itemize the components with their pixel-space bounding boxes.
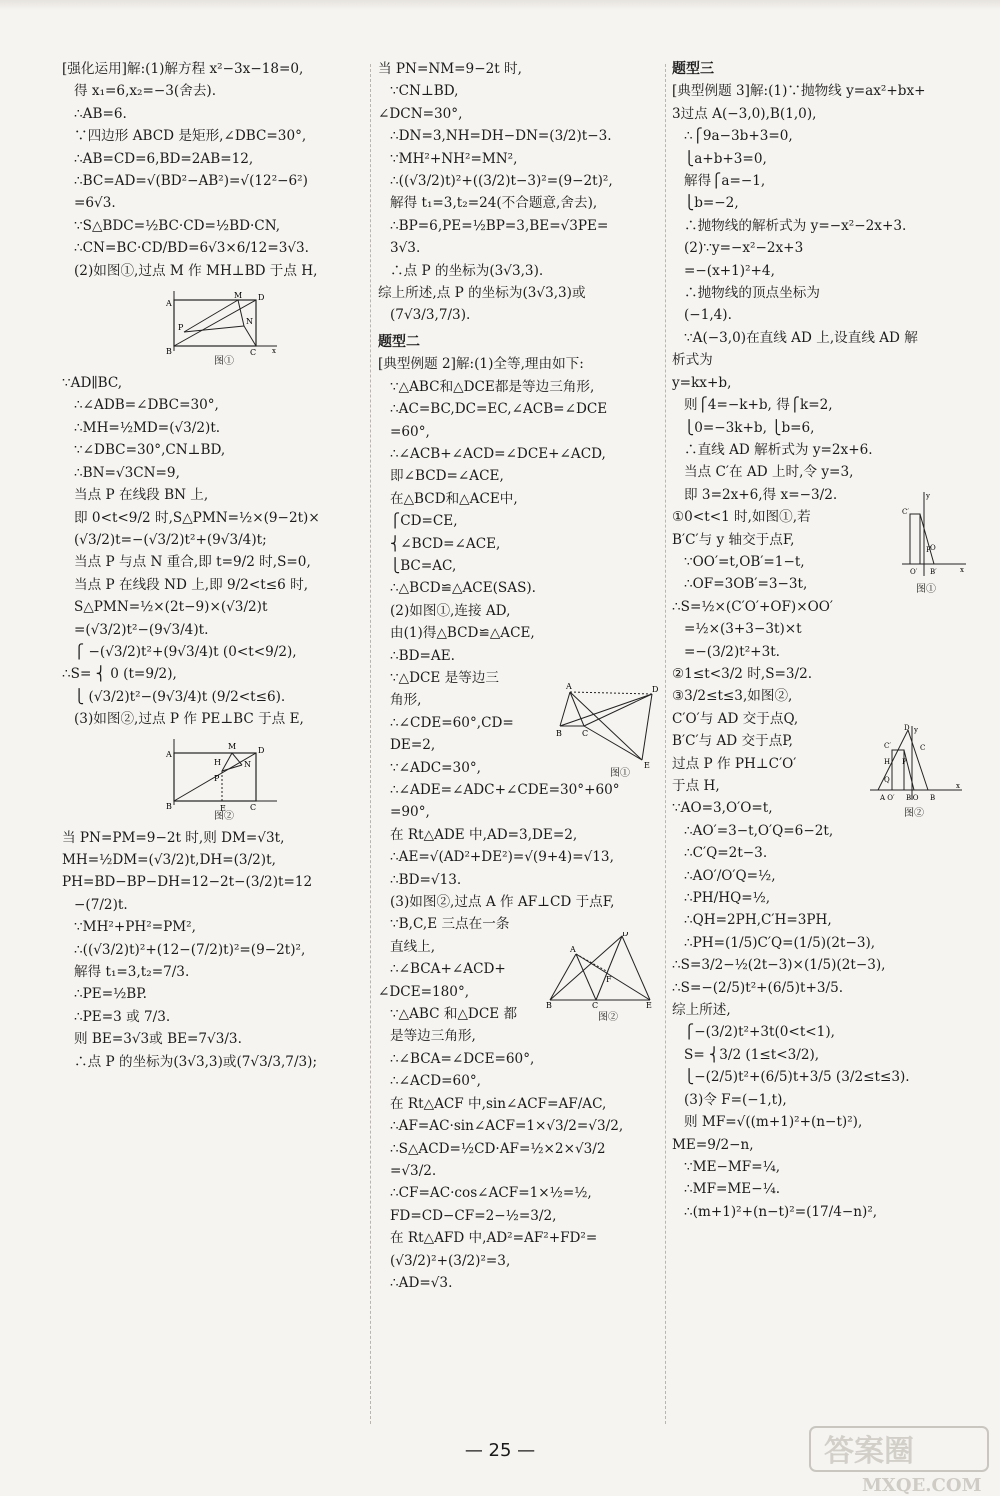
svg-text:Q: Q xyxy=(884,776,890,784)
text-line: ∴∠ACB+∠ACD=∠DCE+∠ACD, xyxy=(390,445,606,462)
text-line: FD=CD−CF=2−½=3/2, xyxy=(390,1207,557,1224)
text-line: ∵AD∥BC, xyxy=(62,375,123,392)
text-line: ②1≤t<3/2 时,S=3/2. xyxy=(672,665,813,682)
text-line: ∴AO′=3−t,O′Q=6−2t, xyxy=(684,822,834,839)
column-divider-2 xyxy=(665,64,666,1424)
svg-text:O: O xyxy=(930,544,936,552)
text-line: ∴△BCD≌△ACE(SAS). xyxy=(390,580,537,597)
text-line: 过点 P 作 PH⊥C′O′ xyxy=(672,755,797,772)
svg-text:A: A xyxy=(166,749,172,759)
text-line: y=kx+b, xyxy=(672,374,732,391)
text-line: 综上所述, xyxy=(672,1002,731,1019)
figure-parabola-2 xyxy=(868,722,964,820)
text-line: ∴抛物线的解析式为 y=−x²−2x+3. xyxy=(684,217,907,234)
text-line: ∴DN=3,NH=DH−DN=(3/2)t−3. xyxy=(390,128,612,145)
text-line: 综上所述,点 P 的坐标为(3√3,3)或 xyxy=(378,285,586,302)
text-line: ∴点 P 的坐标为(3√3,3). xyxy=(390,262,544,279)
col2-block-a xyxy=(378,58,662,327)
text-line: B′C′与 y 轴交于点F, xyxy=(672,531,795,548)
text-line: ∴∠BCA=∠DCE=60°, xyxy=(390,1050,535,1067)
text-line: 直线上, xyxy=(390,938,436,955)
text-line: 角形, xyxy=(390,692,422,709)
svg-text:E: E xyxy=(646,1001,652,1008)
svg-text:D: D xyxy=(652,685,659,694)
text-line: ∴BP=6,PE=½BP=3,BE=√3PE= xyxy=(390,217,609,234)
text-line: 3√3. xyxy=(390,240,421,257)
text-line: ∴∠ACD=60°, xyxy=(390,1073,481,1090)
text-line: ∴C′Q=2t−3. xyxy=(684,845,768,862)
text-line: 于点 H, xyxy=(672,778,720,794)
svg-text:x: x xyxy=(960,566,964,574)
text-line: [典型例题 2]解:(1)全等,理由如下: xyxy=(378,356,584,373)
text-line: ∴AD=√3. xyxy=(390,1274,453,1291)
svg-text:x: x xyxy=(956,782,960,790)
svg-text:C: C xyxy=(920,744,926,752)
text-line: ∵MH²+NH²=MN², xyxy=(390,150,518,167)
svg-text:B: B xyxy=(556,729,562,738)
text-line: ∴CN=BC·CD/BD=6√3×6/12=3√3. xyxy=(74,240,310,257)
text-line: ∴AE=√(AD²+DE²)=√(9+4)=√13, xyxy=(390,849,614,866)
text-line: =60°, xyxy=(390,423,430,440)
svg-text:C: C xyxy=(250,802,257,811)
text-line: 则 BE=3√3或 BE=7√3/3. xyxy=(74,1031,242,1048)
text-line: =(√3/2)t²−(9√3/4)t. xyxy=(74,621,209,638)
fig1-caption: 图① xyxy=(214,356,234,368)
svg-text:C′: C′ xyxy=(884,742,891,750)
text-line: 在 Rt△ADE 中,AD=3,DE=2, xyxy=(390,826,578,843)
text-line: ∴MF=ME−¼. xyxy=(684,1181,781,1198)
text-line: ⎩b=−2, xyxy=(684,195,739,212)
col3-block-a xyxy=(672,80,972,506)
text-line: ∴∠BCA+∠ACD+ xyxy=(390,961,506,978)
svg-text:C: C xyxy=(250,348,257,357)
text-line: 即∠BCD=∠ACE, xyxy=(390,468,504,485)
text-line: 解得 t₁=3,t₂=24(不合题意,舍去), xyxy=(390,195,598,212)
text-line: ∴AO′/O′Q=½, xyxy=(684,867,776,884)
text-line: ∴AB=6. xyxy=(74,105,127,122)
text-line: B′C′与 AD 交于点P, xyxy=(672,733,794,750)
text-line: ∵△ABC 和△DCE 都 xyxy=(390,1006,518,1023)
text-line: ∴S△ACD=½CD·AF=½×2×√3/2 xyxy=(390,1140,606,1157)
watermark-text: 答案圈 xyxy=(824,1434,914,1469)
text-line: ∴BC=AD=√(BD²−AB²)=√(12²−6²) xyxy=(74,173,308,190)
svg-text:E: E xyxy=(220,803,226,811)
text-line: ⎧ −(√3/2)t²+(9√3/4)t (0<t<9/2), xyxy=(74,643,297,660)
text-line: 即 0<t<9/2 时,S△PMN=½×(9−2t)× xyxy=(74,509,320,526)
column-2 xyxy=(378,58,662,1294)
col3-block-c xyxy=(672,797,972,1223)
text-line: 当 PN=NM=9−2t 时, xyxy=(378,61,522,77)
text-line: (√3/2)t=−(√3/2)t²+(9√3/4)t; xyxy=(74,531,267,548)
text-line: PH=BD−BP−DH=12−2t−(3/2)t=12 xyxy=(62,874,313,891)
text-line: 在 Rt△AFD 中,AD²=AF²+FD²= xyxy=(390,1230,598,1247)
text-line: ∵AO=3,O′O=t, xyxy=(672,800,773,817)
text-line: [强化运用]解:(1)解方程 x²−3x−18=0, xyxy=(62,61,304,77)
text-line: ∵S△BDC=½BC·CD=½BD·CN, xyxy=(74,217,281,234)
text-line: ∴PE=½BP. xyxy=(74,986,147,1003)
svg-text:A: A xyxy=(166,299,172,309)
text-line: ∴PE=3 或 7/3. xyxy=(74,1008,171,1025)
text-line: =√3/2. xyxy=(390,1162,437,1179)
svg-text:y: y xyxy=(926,492,930,500)
text-line: ∵B,C,E 三点在一条 xyxy=(390,916,510,933)
text-line: ∵∠DBC=30°,CN⊥BD, xyxy=(74,442,226,459)
text-line: ∴∠CDE=60°,CD= xyxy=(390,714,514,731)
text-line: S△PMN=½×(2t−9)×(√3/2)t xyxy=(74,599,268,616)
text-line: ∴S=½×(C′O′+OF)×OO′ xyxy=(672,598,833,615)
svg-text:P: P xyxy=(178,323,184,333)
text-line: ⎧CD=CE, xyxy=(390,513,458,530)
text-line: ∴S=3/2−½(2t−3)×(1/5)(2t−3), xyxy=(672,957,886,974)
svg-text:B: B xyxy=(166,801,172,811)
text-line: =90°, xyxy=(390,804,430,821)
text-line: 解得 t₁=3,t₂=7/3. xyxy=(74,964,190,980)
text-line: ⎩ (√3/2)t²−(9√3/4)t (9/2<t≤6). xyxy=(74,688,286,705)
text-line: ∵CN⊥BD, xyxy=(390,83,459,100)
text-line: (3)令 F=(−1,t), xyxy=(684,1091,787,1108)
text-line: 由(1)得△BCD≌△ACE, xyxy=(390,625,535,642)
text-line: ∴∠ADB=∠DBC=30°, xyxy=(74,397,219,414)
svg-text:C: C xyxy=(582,729,589,738)
svg-text:M: M xyxy=(234,291,243,301)
text-line: ∴OF=3OB′=3−3t, xyxy=(684,576,808,593)
watermark-domain: MXQE.COM xyxy=(862,1475,982,1496)
text-line: ∵A(−3,0)在直线 AD 上,设直线 AD 解 xyxy=(684,329,918,346)
text-line: ∴BD=AE. xyxy=(390,647,455,664)
svg-text:B′: B′ xyxy=(930,568,937,576)
text-line: 当点 P 与点 N 重合,即 t=9/2 时,S=0, xyxy=(74,554,311,571)
text-line: (−1,4). xyxy=(684,307,732,324)
text-line: ∴点 P 的坐标为(3√3,3)或(7√3/3,7/3); xyxy=(74,1053,318,1070)
text-line: ∴抛物线的顶点坐标为 xyxy=(684,285,820,302)
text-line: ∴BN=√3CN=9, xyxy=(74,464,180,481)
text-line: 析式为 xyxy=(672,352,713,369)
svg-text:H: H xyxy=(214,757,221,767)
fig-tri2-caption: 图② xyxy=(598,1012,618,1023)
text-line: ∴((√3/2)t)²+(12−(7/2)t)²=(9−2t)², xyxy=(74,941,306,958)
svg-text:x: x xyxy=(272,347,276,356)
svg-text:D: D xyxy=(904,724,910,732)
text-line: ⎩−(2/5)t²+(6/5)t+3/5 (3/2≤t≤3). xyxy=(684,1069,910,1086)
col1-block-c xyxy=(62,827,367,1073)
text-line: (2)如图①,过点 M 作 MH⊥BD 于点 H, xyxy=(74,262,318,279)
text-line: ∠DCE=180°, xyxy=(378,983,470,1000)
text-line: 当点 P 在线段 ND 上,即 9/2<t≤6 时, xyxy=(74,576,309,593)
text-line: =6√3. xyxy=(74,195,116,212)
figure-2-rect xyxy=(62,735,367,823)
text-line: ∵四边形 ABCD 是矩形,∠DBC=30°, xyxy=(74,128,307,145)
fig-tri1-caption: 图① xyxy=(610,768,630,779)
svg-text:M: M xyxy=(228,741,237,751)
text-line: =−(x+1)²+4, xyxy=(684,262,775,279)
text-line: 解得⎧a=−1, xyxy=(684,173,766,190)
text-line: ∵△ABC和△DCE都是等边三角形, xyxy=(390,378,595,395)
svg-text:D: D xyxy=(258,293,265,303)
text-line: ∴∠ADE=∠ADC+∠CDE=30°+60° xyxy=(390,782,620,798)
text-line: 则 MF=√((m+1)²+(n−t)²), xyxy=(684,1114,863,1131)
svg-text:F: F xyxy=(606,975,612,984)
text-line: ∴PH/HQ=½, xyxy=(684,890,771,907)
text-line: ∠DCN=30°, xyxy=(378,105,463,122)
svg-text:C′: C′ xyxy=(902,508,909,516)
svg-text:B: B xyxy=(166,347,172,357)
text-line: ∴MH=½MD=(√3/2)t. xyxy=(74,419,221,436)
text-line: ⎩0=−3k+b, ⎩b=6, xyxy=(684,419,815,436)
svg-text:P: P xyxy=(902,758,907,766)
text-line: (3)如图②,过点 A 作 AF⊥CD 于点F, xyxy=(390,894,615,911)
text-line: (2)∵y=−x²−2x+3 xyxy=(684,240,804,257)
text-line: 当点 P 在线段 BN 上, xyxy=(74,487,209,504)
column-1 xyxy=(62,58,367,1073)
text-line: S= ⎨3/2 (1≤t<3/2), xyxy=(684,1046,820,1063)
figure-parabola-1 xyxy=(900,490,968,596)
text-line: 是等边三角形, xyxy=(390,1028,476,1045)
svg-text:N: N xyxy=(244,759,251,769)
text-line: (2)如图①,连接 AD, xyxy=(390,602,511,619)
text-line: ∴BD=√13. xyxy=(390,871,462,888)
text-line: 3过点 A(−3,0),B(1,0), xyxy=(672,105,817,122)
text-line: 在 Rt△ACF 中,sin∠ACF=AF/AC, xyxy=(390,1095,607,1112)
svg-text:B: B xyxy=(546,1001,552,1008)
section-heading-2: 题型二 xyxy=(378,333,420,350)
col2-block-b xyxy=(378,353,662,1294)
svg-text:O′: O′ xyxy=(910,568,918,576)
text-line: ①0<t<1 时,如图①,若 xyxy=(672,509,811,526)
text-line: ∵OO′=t,OB′=1−t, xyxy=(684,553,805,570)
text-line: ∵△DCE 是等边三 xyxy=(390,669,500,686)
text-line: ∴AF=AC·sin∠ACF=1×√3/2=√3/2, xyxy=(390,1118,624,1135)
top-edge xyxy=(0,0,1000,10)
text-line: ME=9/2−n, xyxy=(672,1136,754,1153)
svg-text:A O′: A O′ xyxy=(880,794,895,802)
text-line: ∴(m+1)²+(n−t)²=(17/4−n)², xyxy=(684,1203,878,1220)
text-line: 当 PN=PM=9−2t 时,则 DM=√3t, xyxy=(62,829,285,846)
text-line: ∴AC=BC,DC=EC,∠ACB=∠DCE xyxy=(390,401,608,418)
svg-text:D: D xyxy=(258,745,265,755)
text-line: ∵∠ADC=30°, xyxy=(390,759,481,776)
text-line: ⎧−(3/2)t²+3t(0<t<1), xyxy=(684,1024,835,1041)
text-line: C′O′与 AD 交于点Q, xyxy=(672,710,799,727)
text-line: 得 x₁=6,x₂=−3(舍去). xyxy=(74,83,217,100)
text-line: MH=½DM=(√3/2)t,DH=(3/2)t, xyxy=(62,851,276,868)
text-line: (√3/2)²+(3/2)²=3, xyxy=(390,1252,511,1269)
figure-triangles-2 xyxy=(546,932,656,1024)
svg-text:E: E xyxy=(644,761,650,770)
text-line: DE=2, xyxy=(390,737,436,754)
text-line: ⎩BC=AC, xyxy=(390,557,457,574)
svg-text:A: A xyxy=(570,945,576,954)
page-number: — 25 — xyxy=(464,1440,536,1461)
svg-text:F: F xyxy=(926,546,931,554)
col1-block-b xyxy=(62,372,367,731)
text-line: ∵MH²+PH²=PM², xyxy=(74,919,196,936)
fig2-caption: 图② xyxy=(214,810,234,822)
text-line: ∴QH=2PH,C′H=3PH, xyxy=(684,912,832,929)
text-line: ⎨∠BCD=∠ACE, xyxy=(390,535,501,552)
text-line: 则⎧4=−k+b, 得⎧k=2, xyxy=(684,397,833,414)
watermark-logo xyxy=(804,1421,994,1496)
column-3 xyxy=(672,58,972,1223)
text-line: =½×(3+3−3t)×t xyxy=(684,621,802,638)
svg-text:C: C xyxy=(592,1001,599,1008)
text-line: ∴直线 AD 解析式为 y=2x+6. xyxy=(684,441,873,458)
svg-text:A: A xyxy=(566,682,572,691)
text-line: 当点 C′在 AD 上时,令 y=3, xyxy=(684,464,854,481)
text-line: ∴AB=CD=6,BD=2AB=12, xyxy=(74,150,254,167)
text-line: ∴PH=(1/5)C′Q=(1/5)(2t−3), xyxy=(684,934,876,951)
text-line: ∴S= ⎨ 0 (t=9/2), xyxy=(62,666,177,683)
svg-text:y: y xyxy=(914,726,918,734)
figure-1-rect xyxy=(62,286,367,368)
text-line: [典型例题 3]解:(1)∵抛物线 y=ax²+bx+ xyxy=(672,83,926,100)
text-line: ∴((√3/2)t)²+((3/2)t−3)²=(9−2t)², xyxy=(390,173,613,190)
col1-block-a xyxy=(62,58,367,282)
fig-par2-caption: 图② xyxy=(904,808,924,819)
svg-text:P: P xyxy=(214,773,220,783)
text-line: 即 3=2x+6,得 x=−3/2. xyxy=(684,486,838,503)
svg-text:D: D xyxy=(622,932,629,938)
figure-triangles-1 xyxy=(556,680,660,780)
svg-text:N: N xyxy=(246,317,253,327)
section-heading-3: 题型三 xyxy=(672,61,714,77)
text-line: 在△BCD和△ACE中, xyxy=(390,490,518,507)
svg-text:B: B xyxy=(930,794,936,802)
text-line: =−(3/2)t²+3t. xyxy=(684,643,780,660)
text-line: ∴CF=AC·cos∠ACF=1×½=½, xyxy=(390,1185,592,1202)
text-line: (7√3/3,7/3). xyxy=(390,307,471,324)
text-line: −(7/2)t. xyxy=(74,896,128,913)
text-line: ⎩a+b+3=0, xyxy=(684,150,767,167)
text-line: ∵ME−MF=¼, xyxy=(684,1158,781,1175)
text-line: ∴⎧9a−3b+3=0, xyxy=(684,128,793,145)
text-line: ∴S=−(2/5)t²+(6/5)t+3/5. xyxy=(672,979,844,996)
fig-par1-caption: 图① xyxy=(916,584,936,595)
text-line: (3)如图②,过点 P 作 PE⊥BC 于点 E, xyxy=(74,711,304,728)
text-line: ③3/2≤t≤3,如图②, xyxy=(672,688,793,705)
svg-text:B′O: B′O xyxy=(906,794,919,802)
column-divider-1 xyxy=(370,64,371,1424)
svg-text:H: H xyxy=(884,758,891,766)
